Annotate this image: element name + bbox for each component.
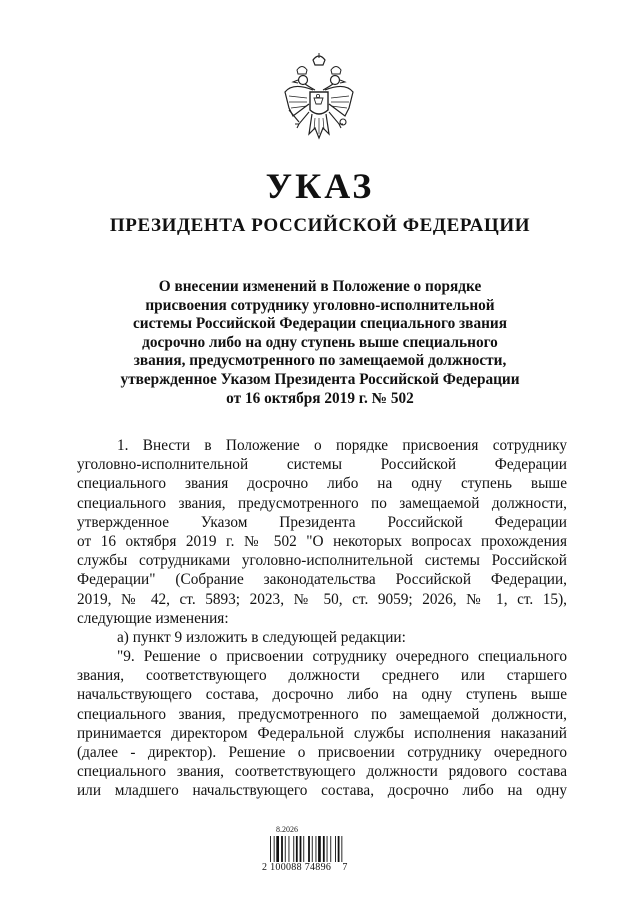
barcode-number: 2 100088 74896 7	[262, 862, 348, 873]
barcode-bar	[318, 836, 321, 862]
barcode-bar	[293, 836, 294, 862]
body-line: 1. Внести в Положение о порядке присвоения сотруднику	[117, 437, 567, 454]
heading-line: утвержденное Указом Президента Российской Федерации	[120, 370, 520, 388]
heading-line: от 16 октября 2019 г. № 502	[226, 389, 414, 407]
barcode-bar	[281, 836, 283, 862]
body-line: уголовно-исполнительной системы Российской Федерации	[77, 456, 567, 474]
barcode	[262, 822, 376, 882]
body-line: следующие изменения:	[77, 609, 229, 627]
barcode-bar	[274, 836, 275, 862]
barcode-bar	[338, 836, 340, 862]
document-title: УКАЗ	[265, 166, 375, 206]
document-body	[77, 436, 567, 801]
barcode-bar	[312, 836, 313, 862]
body-line: принимается директором Федеральной службы исполнения наказаний	[77, 724, 567, 742]
barcode-bar	[289, 836, 290, 862]
barcode-bar	[330, 836, 331, 862]
barcode-bar	[316, 836, 317, 862]
body-line: 2019, № 42, ст. 5893; 2023, № 50, ст. 9059; 2026, № 1, ст. 15),	[77, 590, 567, 608]
body-line: утвержденное Указом Президента Российской Федерации	[77, 513, 567, 531]
document-heading	[60, 278, 580, 408]
body-line: или младшего начальствующего состава, досрочно либо на одну	[77, 782, 567, 800]
barcode-bar	[285, 836, 286, 862]
body-line: (далее - директор). Решение о присвоении сотруднику очередного	[77, 744, 567, 761]
body-line: начальствующего состава, досрочно либо на одну ступень выше	[77, 686, 567, 704]
barcode-bar	[341, 836, 342, 862]
body-line: службы сотрудниками уголовно-исполнительной системы Российской	[77, 552, 567, 570]
body-line: Федерации" (Собрание законодательства Российской Федерации,	[77, 571, 567, 589]
barcode-bar	[296, 836, 298, 862]
body-line: специального звания, предусмотренного по замещаемой должности,	[77, 705, 567, 723]
body-line: звания, соответствующего должности среднего или старшего	[77, 667, 567, 685]
body-line: а) пункт 9 изложить в следующей редакции:	[117, 628, 406, 646]
document-issuer: ПРЕЗИДЕНТА РОССИЙСКОЙ ФЕДЕРАЦИИ	[109, 215, 531, 236]
heading-line: присвоения сотруднику уголовно-исполнительной	[145, 296, 495, 314]
heading-line: досрочно либо на одну ступень выше специального	[142, 333, 498, 351]
heading-line: О внесении изменений в Положение о порядке	[158, 278, 482, 295]
barcode-bar	[308, 836, 310, 862]
coat-of-arms-emblem	[279, 52, 359, 148]
barcode-bar	[276, 836, 279, 862]
barcode-bar	[335, 836, 336, 862]
body-line: специального звания досрочно либо на одну ступень выше	[77, 475, 567, 493]
heading-line: системы Российской Федерации специального звания	[133, 315, 507, 333]
barcode-top-text: 8.2026	[276, 825, 298, 834]
barcode-bar	[303, 836, 304, 862]
barcode-bar	[300, 836, 302, 862]
body-line: "9. Решение о присвоении сотруднику очередного специального	[117, 648, 567, 666]
heading-line: звания, предусмотренного по замещаемой должности,	[133, 352, 507, 370]
barcode-bar	[327, 836, 328, 862]
body-line: от 16 октября 2019 г. № 502 "О некоторых вопросах прохождения	[77, 532, 567, 550]
barcode-bar	[270, 836, 271, 862]
body-line: специального звания, предусмотренного по замещаемой должности,	[77, 494, 567, 512]
barcode-bar	[323, 836, 325, 862]
body-line: специального звания, соответствующего должности рядового состава	[77, 763, 567, 781]
